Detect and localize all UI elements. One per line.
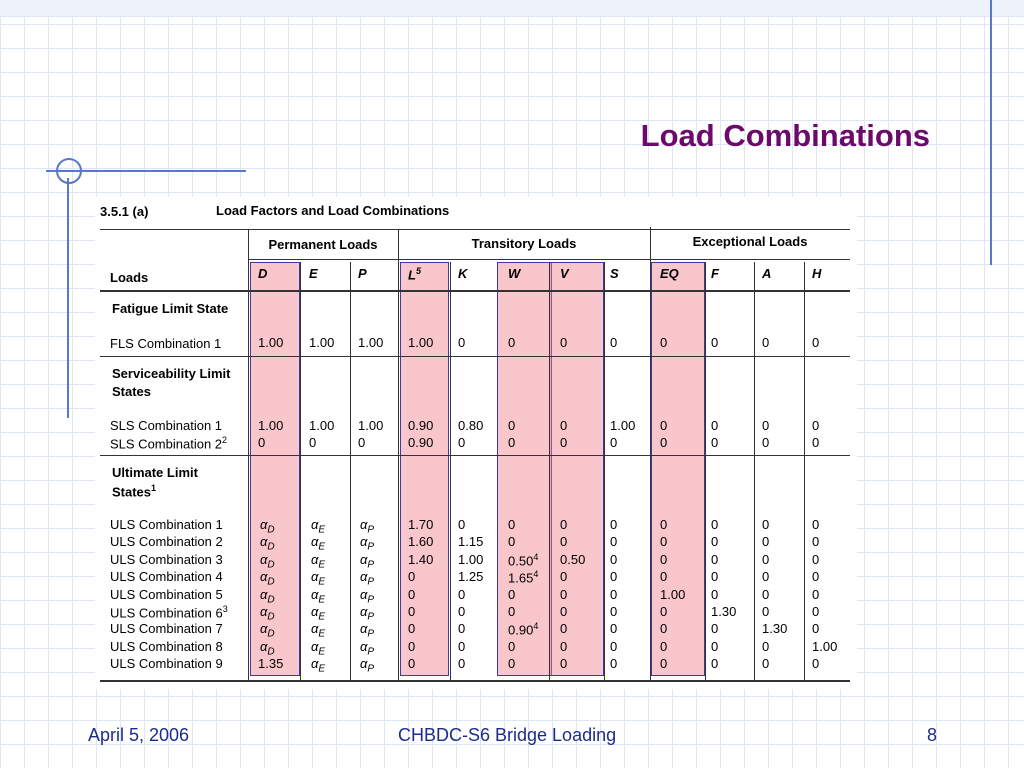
fls-cell-k: 0 [458,335,466,350]
fls-cell-w: 0 [508,335,516,350]
uls-cell-k: 1.15 [458,534,484,550]
uls-cell-k: 0 [458,638,466,654]
uls-cell-p [360,552,374,571]
sls-cell-s: 1.00 [610,418,636,433]
alpha-symbol: α [360,621,368,637]
uls-cell-w: 0 [508,517,516,532]
uls-cell-w: 1.65$^4$ [508,569,539,586]
rule-vertical-3 [300,262,301,680]
alpha-subscript: E [318,541,326,553]
uls-cell-eq: 0 [660,551,668,567]
table-caption: Load Factors and Load Combinations [216,203,450,218]
superscript: 3 [222,604,228,614]
uls-cell-v: 0 [560,638,568,654]
uls-cell-a: 0 [762,638,770,654]
uls-cell-e [311,639,325,658]
uls-cell-s: 0 [610,569,618,585]
sls-cell-d: 0 [258,435,266,450]
alpha-subscript: D [267,594,275,606]
rule-vertical-2 [650,227,651,680]
sls-row-label: SLS Combination 1 [110,418,223,433]
alpha-subscript: P [367,576,375,588]
uls-cell-d: 1.35 [258,656,284,672]
uls-cell-l: 0 [408,604,416,619]
uls-cell-w: 0 [508,586,516,602]
alpha-symbol: α [311,586,319,602]
rule-header [100,290,850,292]
fatigue-heading: Fatigue Limit State [112,301,229,316]
uls-cell-eq: 0 [660,638,668,654]
uls-cell-k: 1.25 [458,569,484,585]
section-number: 3.5.1 (a) [100,204,149,219]
alpha-subscript: D [267,576,275,588]
sls-cell-v: 0 [560,435,568,450]
sls-cell-p: 1.00 [358,418,384,433]
fls-cell-eq: 0 [660,335,668,350]
uls-row-label: ULS Combination 3 [110,551,223,567]
fls-cell-d: 1.00 [258,335,284,350]
highlight-column-w [497,262,552,676]
uls-cell-a: 0 [762,534,770,550]
alpha-symbol: α [360,517,368,532]
alpha-symbol: α [311,621,319,637]
alpha-symbol: α [260,621,268,637]
rule-vertical-7 [604,262,605,680]
uls-cell-k: 0 [458,586,466,602]
group-header-permanent: Permanent Loads [268,237,378,252]
column-header-w: W [508,266,521,281]
uls-cell-v: 0 [560,569,568,585]
alpha-subscript: D [267,541,275,553]
uls-cell-k: 0 [458,621,466,637]
uls-cell-a: 1.30 [762,621,788,637]
uls-cell-d [260,639,275,658]
uls-cell-l: 0 [408,621,416,637]
alpha-symbol: α [311,551,319,567]
uls-row-label: ULS Combination 5 [110,586,223,602]
alpha-subscript: P [367,646,375,658]
sls-cell-h: 0 [812,418,820,433]
uls-cell-v: 0 [560,517,568,532]
uls-cell-w: 0 [508,534,516,550]
superscript: 1 [151,483,157,493]
rule-vertical-5 [450,262,451,680]
rule-group [248,259,850,260]
alpha-symbol: α [260,551,268,567]
sls-cell-v: 0 [560,418,568,433]
fls-cell-p: 1.00 [358,335,384,350]
footer-title: CHBDC-S6 Bridge Loading [398,725,617,745]
uls-cell-v: 0 [560,656,568,672]
uls-cell-h: 0 [812,586,820,602]
group-header-transitory: Transitory Loads [471,236,577,251]
superscript: 5 [415,266,421,276]
alpha-symbol: α [311,534,319,550]
uls-cell-e [311,552,325,571]
uls-row-label: ULS Combination 7 [110,621,223,637]
sls-cell-d: 1.00 [258,418,284,433]
uls-cell-p [360,587,374,606]
uls-cell-w: 0 [508,604,516,619]
fls-cell-e: 1.00 [309,335,335,350]
uls-cell-v: 0 [560,534,568,550]
uls-cell-a: 0 [762,656,770,672]
uls-cell-h: 0 [812,621,820,637]
superscript: 4 [533,569,539,580]
alpha-subscript: E [318,663,326,675]
alpha-symbol: α [311,656,319,672]
sls-cell-e: 1.00 [309,418,335,433]
uls-row-label: ULS Combination 2 [110,534,223,550]
column-header-f: F [711,266,719,281]
sls-cell-eq: 0 [660,418,668,433]
uls-cell-s: 0 [610,551,618,567]
alpha-subscript: P [367,594,375,606]
uls-cell-p [360,656,374,675]
column-header-s: S [610,266,619,281]
uls-cell-eq: 0 [660,621,668,637]
column-header-d: D [258,266,268,281]
serviceability-heading-line2: States [112,384,152,399]
rule-vertical-0 [248,229,249,680]
sls-cell-e: 0 [309,435,317,450]
rule-top [100,229,850,230]
alpha-subscript: P [367,524,375,536]
uls-cell-p [360,517,374,536]
uls-row-label: ULS Combination 9 [110,656,223,672]
right-vertical-rule [990,0,992,265]
uls-cell-h: 0 [812,604,820,619]
sls-cell-w: 0 [508,435,516,450]
highlight-column-v [549,262,604,676]
column-header-p: P [358,266,367,281]
alpha-symbol: α [260,517,268,532]
rule-vertical-10 [804,262,805,680]
uls-cell-f: 0 [711,621,719,637]
sls-cell-f: 0 [711,435,719,450]
uls-cell-h: 0 [812,656,820,672]
uls-cell-e [311,587,325,606]
alpha-symbol: α [360,586,368,602]
superscript: 4 [533,551,539,562]
alpha-subscript: P [367,611,375,623]
uls-cell-p [360,639,374,658]
sls-cell-eq: 0 [660,435,668,450]
rule-vertical-4 [350,262,351,680]
rule-fls [100,356,850,357]
alpha-symbol: α [260,638,268,654]
alpha-symbol: α [360,534,368,550]
column-header-k: K [458,266,468,281]
uls-cell-d [260,569,275,588]
sls-cell-k: 0.80 [458,418,484,433]
uls-cell-d [260,587,275,606]
alpha-subscript: D [267,524,275,536]
uls-cell-s: 0 [610,621,618,637]
uls-cell-s: 0 [610,517,618,532]
uls-row-label: ULS Combination 4 [110,569,223,585]
uls-cell-a: 0 [762,604,770,619]
uls-cell-f: 0 [711,638,719,654]
sls-cell-f: 0 [711,418,719,433]
uls-cell-k: 1.00 [458,551,484,567]
alpha-symbol: α [311,569,319,585]
superscript: 4 [533,621,539,632]
alpha-subscript: D [267,559,275,571]
uls-cell-l: 1.70 [408,517,434,532]
uls-cell-k: 0 [458,517,466,532]
alpha-symbol: α [360,656,368,672]
uls-cell-e [311,569,325,588]
uls-cell-l: 1.40 [408,551,434,567]
uls-cell-s: 0 [610,638,618,654]
column-header-l: $L^5$ [408,266,421,283]
alpha-subscript: P [367,559,375,571]
alpha-subscript: D [267,628,275,640]
alpha-subscript: E [318,611,326,623]
sls-row-label: SLS Combination $2^2$ [110,435,228,452]
uls-cell-e [311,534,325,553]
column-header-e: E [309,266,318,281]
column-header-eq: EQ [660,266,679,281]
column-header-v: V [560,266,569,281]
alpha-symbol: α [260,586,268,602]
uls-cell-a: 0 [762,551,770,567]
page-number: 8 [927,725,938,745]
uls-cell-e [311,621,325,640]
uls-cell-h: 0 [812,569,820,585]
uls-cell-s: 0 [610,586,618,602]
rule-vertical-6 [549,262,550,680]
sls-cell-k: 0 [458,435,466,450]
sls-cell-p: 0 [358,435,366,450]
alpha-subscript: E [318,628,326,640]
uls-cell-l: 0 [408,656,416,672]
uls-cell-eq: 0 [660,517,668,532]
uls-cell-eq: 1.00 [660,586,686,602]
sls-cell-s: 0 [610,435,618,450]
alpha-subscript: P [367,628,375,640]
uls-cell-p [360,534,374,553]
uls-cell-v: 0 [560,586,568,602]
uls-row-label: ULS Combination 1 [110,517,223,532]
fls-cell-f: 0 [711,335,719,350]
alpha-symbol: α [260,534,268,550]
uls-row-label: ULS Combination $6^3$ [110,604,228,621]
alpha-subscript: E [318,594,326,606]
uls-cell-eq: 0 [660,534,668,550]
alpha-subscript: D [267,611,275,623]
uls-cell-d [260,552,275,571]
superscript: 2 [222,435,228,445]
uls-cell-a: 0 [762,586,770,602]
alpha-symbol: α [360,638,368,654]
slide-title: Load Combinations [640,118,930,153]
uls-cell-l: 1.60 [408,534,434,550]
alpha-symbol: α [311,517,319,532]
alpha-symbol: α [360,604,368,619]
uls-cell-f: 0 [711,551,719,567]
footer-date: April 5, 2006 [88,725,190,745]
fls-cell-v: 0 [560,335,568,350]
uls-cell-d [260,534,275,553]
ultimate-heading-line1: Ultimate Limit [112,465,198,480]
uls-cell-s: 0 [610,604,618,619]
alpha-symbol: α [311,638,319,654]
sls-cell-h: 0 [812,435,820,450]
alpha-symbol: α [360,551,368,567]
left-vertical-rule [67,178,69,418]
uls-cell-eq: 0 [660,656,668,672]
uls-cell-w: 0.50$^4$ [508,551,539,569]
column-header-h: H [812,266,822,281]
uls-cell-e [311,517,325,536]
uls-cell-w: 0.90$^4$ [508,621,539,638]
fls-cell-h: 0 [812,335,820,350]
uls-cell-s: 0 [610,534,618,550]
uls-cell-e [311,656,325,675]
serviceability-heading-line1: Serviceability Limit [112,366,231,381]
uls-cell-w: 0 [508,656,516,672]
alpha-symbol: α [260,569,268,585]
uls-cell-f: 1.30 [711,604,737,619]
uls-cell-h: 0 [812,534,820,550]
alpha-symbol: α [360,569,368,585]
uls-cell-w: 0 [508,638,516,654]
uls-cell-k: 0 [458,604,466,619]
column-header-a: A [762,266,772,281]
alpha-subscript: E [318,646,326,658]
fls-cell-a: 0 [762,335,770,350]
rule-bottom [100,680,850,682]
loads-header: Loads [110,270,149,285]
top-decor-bar [0,0,1024,17]
alpha-subscript: E [318,559,326,571]
uls-cell-s: 0 [610,656,618,672]
fls-cell-l: 1.00 [408,335,434,350]
uls-cell-a: 0 [762,569,770,585]
rule-vertical-9 [754,262,755,680]
uls-cell-f: 0 [711,586,719,602]
uls-cell-h: 0 [812,551,820,567]
uls-cell-v: 0 [560,621,568,637]
ultimate-heading-line2: States$^1$ [112,483,157,500]
group-header-exceptional: Exceptional Loads [692,234,808,249]
sls-cell-a: 0 [762,435,770,450]
uls-cell-d [260,517,275,536]
uls-cell-f: 0 [711,534,719,550]
uls-cell-h: 0 [812,517,820,532]
uls-cell-d [260,604,275,623]
uls-cell-v: 0 [560,604,568,619]
uls-cell-f: 0 [711,517,719,532]
alpha-symbol: α [260,604,268,619]
crosshair-circle-ornament [56,158,82,184]
uls-cell-a: 0 [762,517,770,532]
rule-vertical-1 [398,229,399,680]
fls-row-label: FLS Combination 1 [110,336,222,351]
uls-cell-eq: 0 [660,569,668,585]
uls-cell-eq: 0 [660,604,668,619]
sls-cell-l: 0.90 [408,435,434,450]
uls-cell-l: 0 [408,569,416,585]
uls-cell-d [260,621,275,640]
highlight-column-d [250,262,300,676]
alpha-subscript: D [267,646,275,658]
rule-vertical-8 [705,262,706,680]
uls-cell-f: 0 [711,569,719,585]
uls-cell-l: 0 [408,586,416,602]
alpha-subscript: P [367,541,375,553]
uls-cell-f: 0 [711,656,719,672]
uls-cell-p [360,604,374,623]
sls-cell-l: 0.90 [408,418,434,433]
rule-sls [100,455,850,456]
uls-cell-l: 0 [408,638,416,654]
uls-cell-v: 0.50 [560,551,586,567]
uls-row-label: ULS Combination 8 [110,638,223,654]
uls-cell-h: 1.00 [812,638,838,654]
alpha-subscript: P [367,663,375,675]
alpha-symbol: α [311,604,319,619]
uls-cell-p [360,621,374,640]
alpha-subscript: E [318,524,326,536]
uls-cell-e [311,604,325,623]
fls-cell-s: 0 [610,335,618,350]
alpha-subscript: E [318,576,326,588]
uls-cell-k: 0 [458,656,466,672]
sls-cell-w: 0 [508,418,516,433]
uls-cell-p [360,569,374,588]
sls-cell-a: 0 [762,418,770,433]
